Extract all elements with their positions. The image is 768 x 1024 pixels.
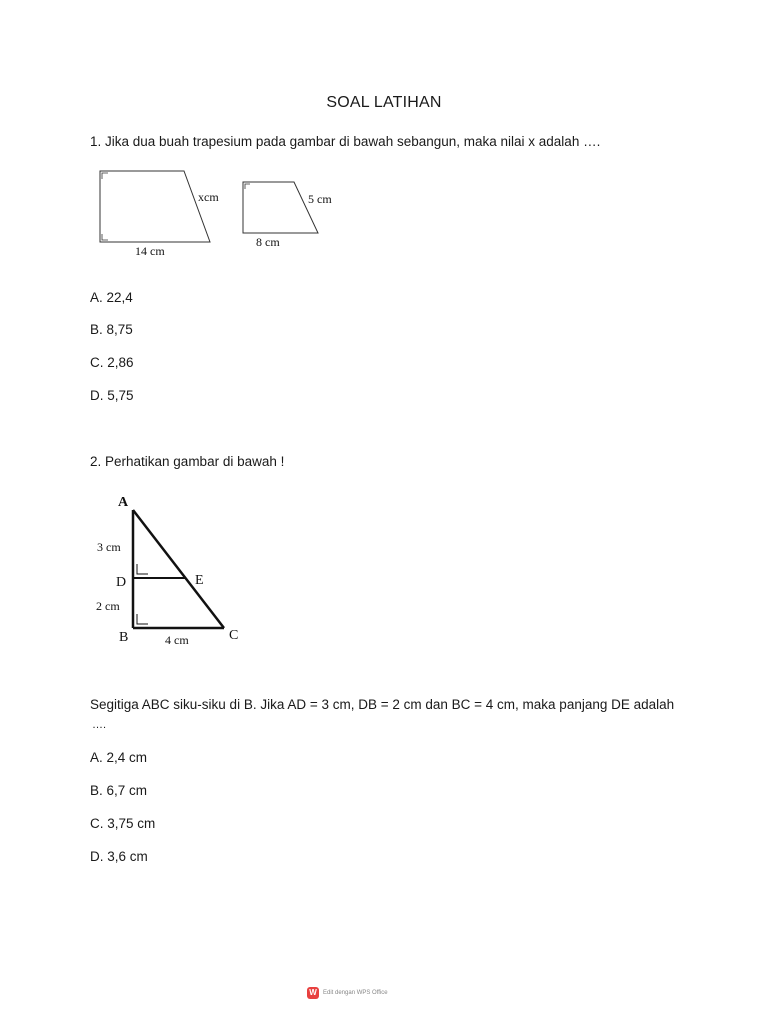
small-trapezoid	[243, 182, 318, 233]
question-2-statement: Segitiga ABC siku-siku di B. Jika AD = 3 cm, DB = 2 cm dan BC = 4 cm, maka panjang DE adalah	[90, 697, 675, 712]
label-c: C	[229, 628, 239, 643]
big-trapezoid	[100, 171, 210, 242]
q2-option-d: D. 3,6 cm	[90, 849, 148, 864]
right-angle-d	[137, 564, 148, 574]
triangle-figure	[90, 490, 255, 650]
label-b: B	[119, 630, 129, 645]
q1-option-d: D. 5,75	[90, 388, 134, 403]
big-side-label: xcm	[198, 190, 219, 204]
q1-option-c: C. 2,86	[90, 355, 134, 370]
label-e: E	[195, 573, 204, 588]
q1-option-b: B. 8,75	[90, 322, 133, 337]
right-angle-b	[137, 614, 148, 624]
q2-option-c: C. 3,75 cm	[90, 816, 156, 831]
q2-option-a: A. 2,4 cm	[90, 750, 148, 765]
wps-footer[interactable]	[307, 986, 388, 1000]
q2-option-b: B. 6,7 cm	[90, 783, 148, 798]
label-ad: 3 cm	[97, 540, 121, 554]
label-d: D	[116, 575, 127, 590]
question-2-statement-end: ….	[92, 719, 107, 731]
trapezoid-figure	[96, 166, 346, 261]
label-a: A	[118, 495, 129, 510]
small-base-label: 8 cm	[256, 235, 280, 249]
page-title: SOAL LATIHAN	[326, 94, 442, 111]
wps-logo-icon: W	[307, 987, 319, 999]
question-1-text: 1. Jika dua buah trapesium pada gambar di bawah sebangun, maka nilai x adalah ….	[90, 134, 601, 149]
label-db: 2 cm	[96, 599, 120, 613]
triangle-abc	[133, 510, 224, 628]
label-bc: 4 cm	[165, 633, 189, 647]
small-side-label: 5 cm	[308, 192, 332, 206]
wps-footer-text: Edit dengan WPS Office	[323, 990, 388, 996]
question-2-text: 2. Perhatikan gambar di bawah !	[90, 454, 285, 469]
big-base-label: 14 cm	[135, 244, 165, 258]
q1-option-a: A. 22,4	[90, 290, 133, 305]
